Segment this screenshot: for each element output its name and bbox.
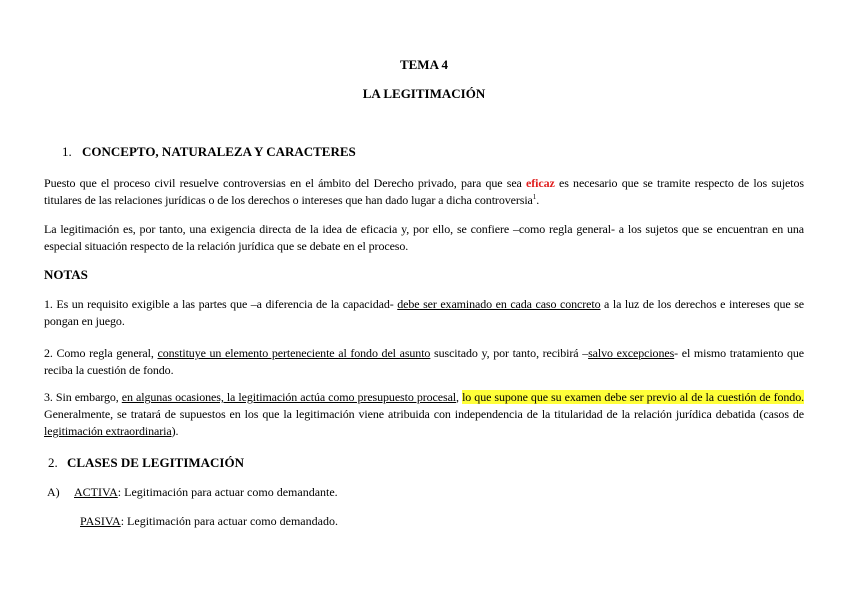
text-run: - el mismo tratamiento que reciba la cuestión de fondo.: [44, 346, 805, 377]
list-item-pasiva: [80, 514, 338, 529]
list-item-activa: [47, 485, 338, 500]
nota-3: [44, 389, 804, 440]
text-run: .: [536, 193, 540, 207]
nota-2: [44, 345, 804, 379]
section-2-title: CLASES DE LEGITIMACIÓN: [67, 455, 244, 470]
text-run: ).: [171, 424, 179, 438]
paragraph-concepto: [44, 175, 804, 209]
text-run: 2. Como regla general,: [44, 346, 158, 360]
underlined-text: constituye un elemento perteneciente al fondo del asunto: [157, 346, 431, 360]
pasiva-label: PASIVA: [80, 514, 121, 528]
tema-heading: TEMA 4: [399, 57, 449, 72]
text-run: 1. Es un requisito exigible a las partes que –a diferencia de la capacidad-: [44, 297, 398, 311]
section-1-number: 1.: [62, 144, 72, 159]
nota-1: [44, 296, 804, 330]
document-title: LA LEGITIMACIÓN: [362, 86, 486, 101]
paragraph-legitimacion: La legitimación es, por tanto, una exigencia directa de la idea de eficacia y, por ello, se confiere –como regla general- a los sujetos que se encuentran en una especial situación respecto de la relación jurídica que se debate en el proceso.: [44, 222, 804, 253]
text-run: suscitado y, por tanto, recibirá –: [430, 346, 589, 360]
list-marker: A): [47, 485, 60, 499]
section-1-title: CONCEPTO, NATURALEZA Y CARACTERES: [82, 144, 356, 159]
text-run: Generalmente, se tratará de supuestos en los que la legitimación viene atribuida con independencia de la titularidad de la relación jurídica debatida (casos de: [44, 407, 804, 421]
section-1-heading: [62, 144, 356, 160]
underlined-text: salvo excepciones: [588, 346, 675, 360]
text-run: es necesario que se tramite respecto de los sujetos titulares de las relaciones jurídicas o de los derechos o intereses que han dado lugar a dicha controversia: [44, 176, 804, 207]
activa-label: ACTIVA: [74, 485, 118, 499]
section-2-number: 2.: [48, 455, 58, 470]
text-run: Puesto que el proceso civil resuelve controversias en el ámbito del Derecho privado, para que sea: [44, 176, 527, 190]
keyword-eficaz: eficaz: [526, 176, 555, 190]
highlighted-text: lo que supone que su examen debe ser previo al de la cuestión de fondo.: [462, 390, 804, 404]
text-run: ,: [456, 390, 463, 404]
underlined-text: legitimación extraordinaria: [44, 424, 172, 438]
text-run: a la luz de los derechos e intereses que se pongan en juego.: [44, 297, 804, 328]
notas-heading: NOTAS: [44, 267, 88, 282]
text-run: 3. Sin embargo,: [44, 390, 122, 404]
underlined-text: en algunas ocasiones, la legitimación actúa como presupuesto procesal: [121, 390, 457, 404]
footnote-ref[interactable]: 1: [532, 193, 537, 201]
underlined-text: debe ser examinado en cada caso concreto: [397, 297, 601, 311]
activa-text: : Legitimación para actuar como demandante.: [117, 485, 338, 499]
pasiva-text: : Legitimación para actuar como demandado.: [120, 514, 338, 528]
section-2-heading: [48, 455, 244, 471]
